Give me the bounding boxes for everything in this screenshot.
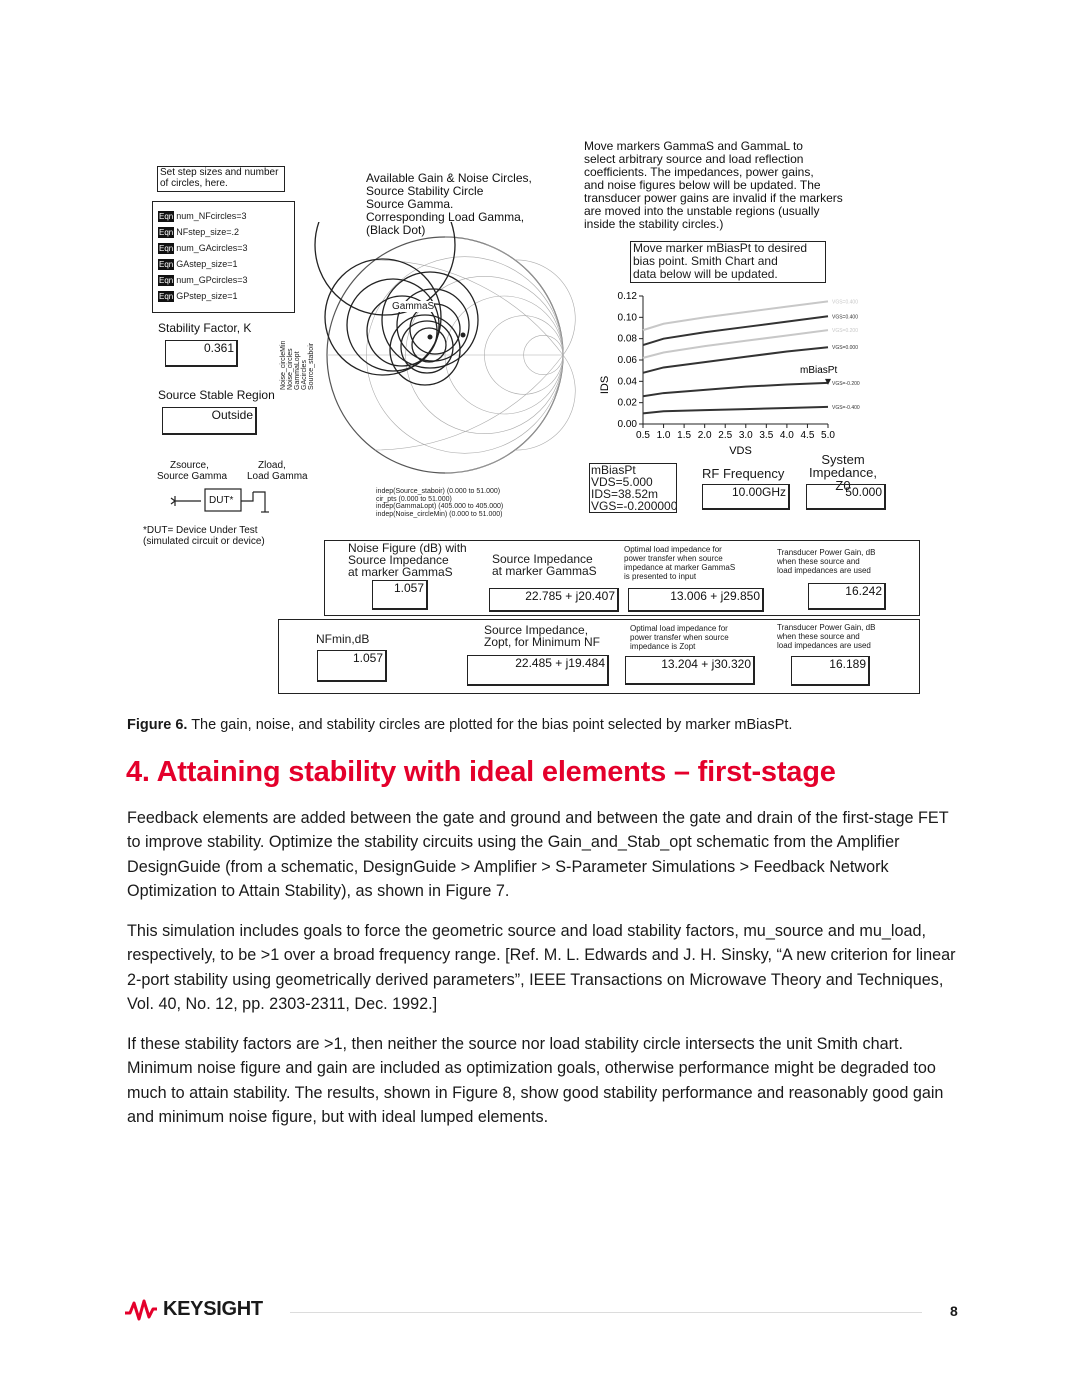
equation-text: GAstep_size=1 <box>176 259 238 269</box>
label-line: Source Impedance, <box>484 623 589 637</box>
equation-item <box>158 224 294 240</box>
y-tick-label: 0.02 <box>617 397 637 409</box>
vertical-label: Source_staboir <box>308 342 315 390</box>
bias-point-marker <box>825 379 831 385</box>
move-note-line: are moved into the unstable regions (usually <box>584 204 820 218</box>
keysight-wordmark: KEYSIGHT <box>163 1298 263 1320</box>
section-heading: 4. Attaining stability with ideal elements – first-stage <box>126 756 836 788</box>
label-line: at marker GammaS <box>348 565 453 579</box>
move-note-line: select arbitrary source and load reflection <box>584 152 804 166</box>
equation-text: NFstep_size=.2 <box>176 227 240 237</box>
x-tick-label: 3.5 <box>759 430 774 441</box>
label-line: load impedances are used <box>777 566 871 575</box>
mbias-readout-line: VGS=-0.200000 <box>591 499 678 513</box>
bias-note-line: bias point. Smith Chart and <box>633 254 778 268</box>
label-line: Transducer Power Gain, dB <box>777 548 876 557</box>
eqn-tag: Eqn <box>159 227 174 237</box>
smith-chart-legend <box>376 488 503 518</box>
move-note-line: and noise figures below will be updated. The <box>584 178 821 192</box>
smith-legend-line: cir_pts (0.000 to 51.000) <box>376 495 452 503</box>
row1-transducer-gain-value: 16.242 <box>808 583 886 610</box>
source-stable-region-value: Outside <box>162 407 257 435</box>
row2-optimal-load-value: 13.204 + j30.320 <box>625 656 755 685</box>
row1-optimal-load-label <box>624 545 735 581</box>
row2-nfmin-value: 1.057 <box>317 650 387 682</box>
equation-text: num_NFcircles=3 <box>176 211 247 221</box>
row2-optimal-load-label <box>630 624 729 651</box>
row2-source-impedance-value: 22.485 + j19.484 <box>467 655 609 686</box>
eqn-tag: Eqn <box>159 259 174 269</box>
bias-point-note <box>630 241 826 283</box>
x-axis-label: VDS <box>729 445 752 457</box>
label-line: Transducer Power Gain, dB <box>777 623 876 632</box>
row1-source-impedance-label <box>492 553 597 577</box>
row1-noise-figure-value: 1.057 <box>372 580 428 610</box>
x-tick-label: 2.0 <box>697 430 712 441</box>
label-line: power transfer when source <box>630 633 729 642</box>
step-size-note: Set step sizes and number of circles, here. <box>157 166 285 192</box>
series-label: VGS=0.400 <box>832 314 858 321</box>
smith-legend-line: indep(Noise_circleMin) (0.000 to 51.000) <box>376 510 503 518</box>
series-line <box>643 383 828 396</box>
system-impedance-value: 50.000 <box>806 484 886 510</box>
mbias-readout-line: mBiasPt <box>591 463 636 477</box>
paragraph-2: This simulation includes goals to force the geometric source and load stability factors, mu_source and mu_load, respectively, to be >1 over a broad frequency range. [Ref. M. L. Edwards and J. H. Sinsky, “A new criterion for linear 2-port stability using geometrically derived parameters”, IEEE Transactions on Microwave Theory and Techniques, Vol. 40, No. 12, pp. 2303-2311, Dec. 1992.] <box>127 922 956 1014</box>
row2-source-impedance-label <box>484 624 600 648</box>
vertical-label: GAcircles <box>301 360 308 390</box>
keysight-logo <box>124 1298 263 1321</box>
series-line <box>643 407 828 413</box>
equation-item <box>158 256 294 272</box>
smith-legend-line: indep(GammaLopt) (405.000 to 405.000) <box>376 503 504 510</box>
label-line: is presented to input <box>624 572 697 581</box>
vertical-label: GammaLopt <box>294 351 301 390</box>
vertical-label: Noise_circles <box>287 348 294 390</box>
label-line: Optimal load impedance for <box>624 545 722 554</box>
eqn-tag: Eqn <box>159 291 174 301</box>
stability-factor-value: 0.361 <box>165 340 238 367</box>
rf-frequency-label: RF Frequency <box>702 466 785 481</box>
label-line: impedance is Zopt <box>630 642 696 651</box>
circles-note-line: Available Gain & Noise Circles, <box>366 171 532 185</box>
y-axis-label: IDS <box>599 375 611 395</box>
zsource-label: Zsource, Source Gamma <box>157 460 228 482</box>
bias-point-marker-label: mBiasPt <box>800 364 838 376</box>
eqn-tag: Eqn <box>159 275 174 285</box>
equation-item <box>158 208 294 224</box>
x-tick-label: 5.0 <box>821 430 835 441</box>
y-tick-label: 0.04 <box>617 376 637 388</box>
circles-note-line: Corresponding Load Gamma, <box>366 210 525 224</box>
equation-item <box>158 288 294 304</box>
move-note-line: inside the stability circles.) <box>584 217 724 231</box>
dut-box-label: DUT* <box>209 495 234 506</box>
x-tick-label: 1.0 <box>656 430 671 441</box>
move-note-line: transducer power gains are invalid if the markers <box>584 191 843 205</box>
smith-legend-line: indep(Source_staboir) (0.000 to 51.000) <box>376 488 501 495</box>
x-tick-label: 1.5 <box>677 430 692 441</box>
eqn-tag: Eqn <box>159 211 174 221</box>
circles-note-line: Source Gamma. <box>366 197 454 211</box>
row2-transducer-gain-value: 16.189 <box>791 656 870 686</box>
label-line: Noise Figure (dB) with <box>348 541 467 555</box>
y-tick-label: 0.12 <box>617 291 637 302</box>
equation-list <box>153 202 294 304</box>
label-line: when these source and <box>777 557 860 566</box>
keysight-wave-icon <box>124 1299 158 1321</box>
equation-item <box>158 272 294 288</box>
bias-note-line: data below will be updated. <box>633 267 778 281</box>
label-line: when these source and <box>777 632 860 641</box>
series-label: VGS=-0.400 <box>832 404 860 411</box>
paragraph-3: If these stability factors are >1, then neither the source nor load stability circle intersects the unit Smith chart. Minimum noise figure and gain are included as optimization goals, otherwise performance might be degraded too much to attain stability. The results, shown in Figure 8, show good stability performance and reasonably good gain and minimum noise figure, but with ideal lumped elements. <box>127 1035 944 1127</box>
row1-transducer-gain-label <box>777 548 875 575</box>
x-tick-label: 0.5 <box>636 430 650 441</box>
mbiaspt-readout <box>589 463 677 513</box>
circles-note-line: Source Stability Circle <box>366 184 484 198</box>
move-note-line: Move markers GammaS and GammaL to <box>584 139 803 153</box>
equation-text: num_GPcircles=3 <box>176 275 248 285</box>
equation-text: num_GAcircles=3 <box>176 243 248 253</box>
series-label: VGS=0.400 <box>832 299 858 306</box>
mbias-readout-line: VDS=5.000 <box>591 475 653 489</box>
label-line: load impedances are used <box>777 641 871 650</box>
x-tick-label: 3.0 <box>738 430 753 441</box>
smith-chart <box>300 222 580 502</box>
paragraph-1: Feedback elements are added between the gate and ground and between the gate and drain of the first-stage FET to improve stability. Optimize the stability circuits using the Gain_and_Stab_opt schematic from the Amplifier DesignGuide (from a schematic, DesignGuide > Amplifier > S-Parameter Simulations > Feedback Network Optimization to Attain Stability), as shown in Figure 7. <box>127 809 949 901</box>
y-tick-label: 0.08 <box>617 333 637 345</box>
equation-item <box>158 240 294 256</box>
label-line: Optimal load impedance for <box>630 624 728 633</box>
row1-source-impedance-value: 22.785 + j20.407 <box>489 588 619 612</box>
rf-frequency-value: 10.00GHz <box>702 484 790 510</box>
series-label: VGS=0.200 <box>832 328 858 335</box>
label-line: Source Impedance <box>492 552 593 566</box>
series-line <box>643 330 828 358</box>
series-line <box>643 301 828 330</box>
y-tick-label: 0.06 <box>617 355 637 366</box>
figure-caption: Figure 6. The gain, noise, and stability circles are plotted for the bias point selected by marker mBiasPt. <box>127 717 793 733</box>
row1-noise-figure-label <box>348 542 467 578</box>
x-tick-label: 2.5 <box>718 430 733 441</box>
label-line: power transfer when source <box>624 554 723 563</box>
system-impedance-label: System Impedance, Z0 <box>809 452 877 493</box>
equation-text: GPstep_size=1 <box>176 291 238 301</box>
eqn-tag: Eqn <box>159 243 174 253</box>
equations-panel <box>152 201 295 313</box>
stability-factor-label: Stability Factor, K <box>158 321 252 335</box>
x-tick-label: 4.5 <box>800 430 815 441</box>
move-note-line: coefficients. The impedances, power gains, <box>584 165 814 179</box>
row2-nfmin-label: NFmin,dB <box>316 632 370 646</box>
label-line: impedance at marker GammaS <box>624 563 736 572</box>
ids-vds-chart <box>590 285 890 465</box>
y-tick-label: 0.10 <box>617 312 637 324</box>
vertical-label: Noise_circleMin <box>280 340 287 390</box>
source-stable-region-label: Source Stable Region <box>158 388 275 402</box>
x-tick-label: 4.0 <box>779 430 794 441</box>
move-markers-note <box>584 140 843 231</box>
footer-divider <box>290 1312 922 1313</box>
label-line: at marker GammaS <box>492 564 597 578</box>
y-tick-label: 0.00 <box>617 419 637 430</box>
series-label: VGS=-0.200 <box>832 380 860 387</box>
gammas-marker-label: GammaS <box>392 301 435 312</box>
label-line: Source Impedance <box>348 553 449 567</box>
page-number: 8 <box>950 1303 958 1319</box>
circles-note-line: (Black Dot) <box>366 223 426 237</box>
row1-optimal-load-value: 13.006 + j29.850 <box>628 588 764 612</box>
mbias-readout-line: IDS=38.52m <box>591 487 659 501</box>
bias-note-line: Move marker mBiasPt to desired <box>633 241 808 255</box>
row2-transducer-gain-label <box>777 623 875 650</box>
series-line <box>643 316 828 345</box>
label-line: Zopt, for Minimum NF <box>484 635 601 649</box>
zload-label: Zload, Load Gamma <box>247 460 308 482</box>
dut-note: *DUT= Device Under Test (simulated circuit or device) <box>143 525 265 547</box>
series-label: VGS=0.000 <box>832 345 858 352</box>
